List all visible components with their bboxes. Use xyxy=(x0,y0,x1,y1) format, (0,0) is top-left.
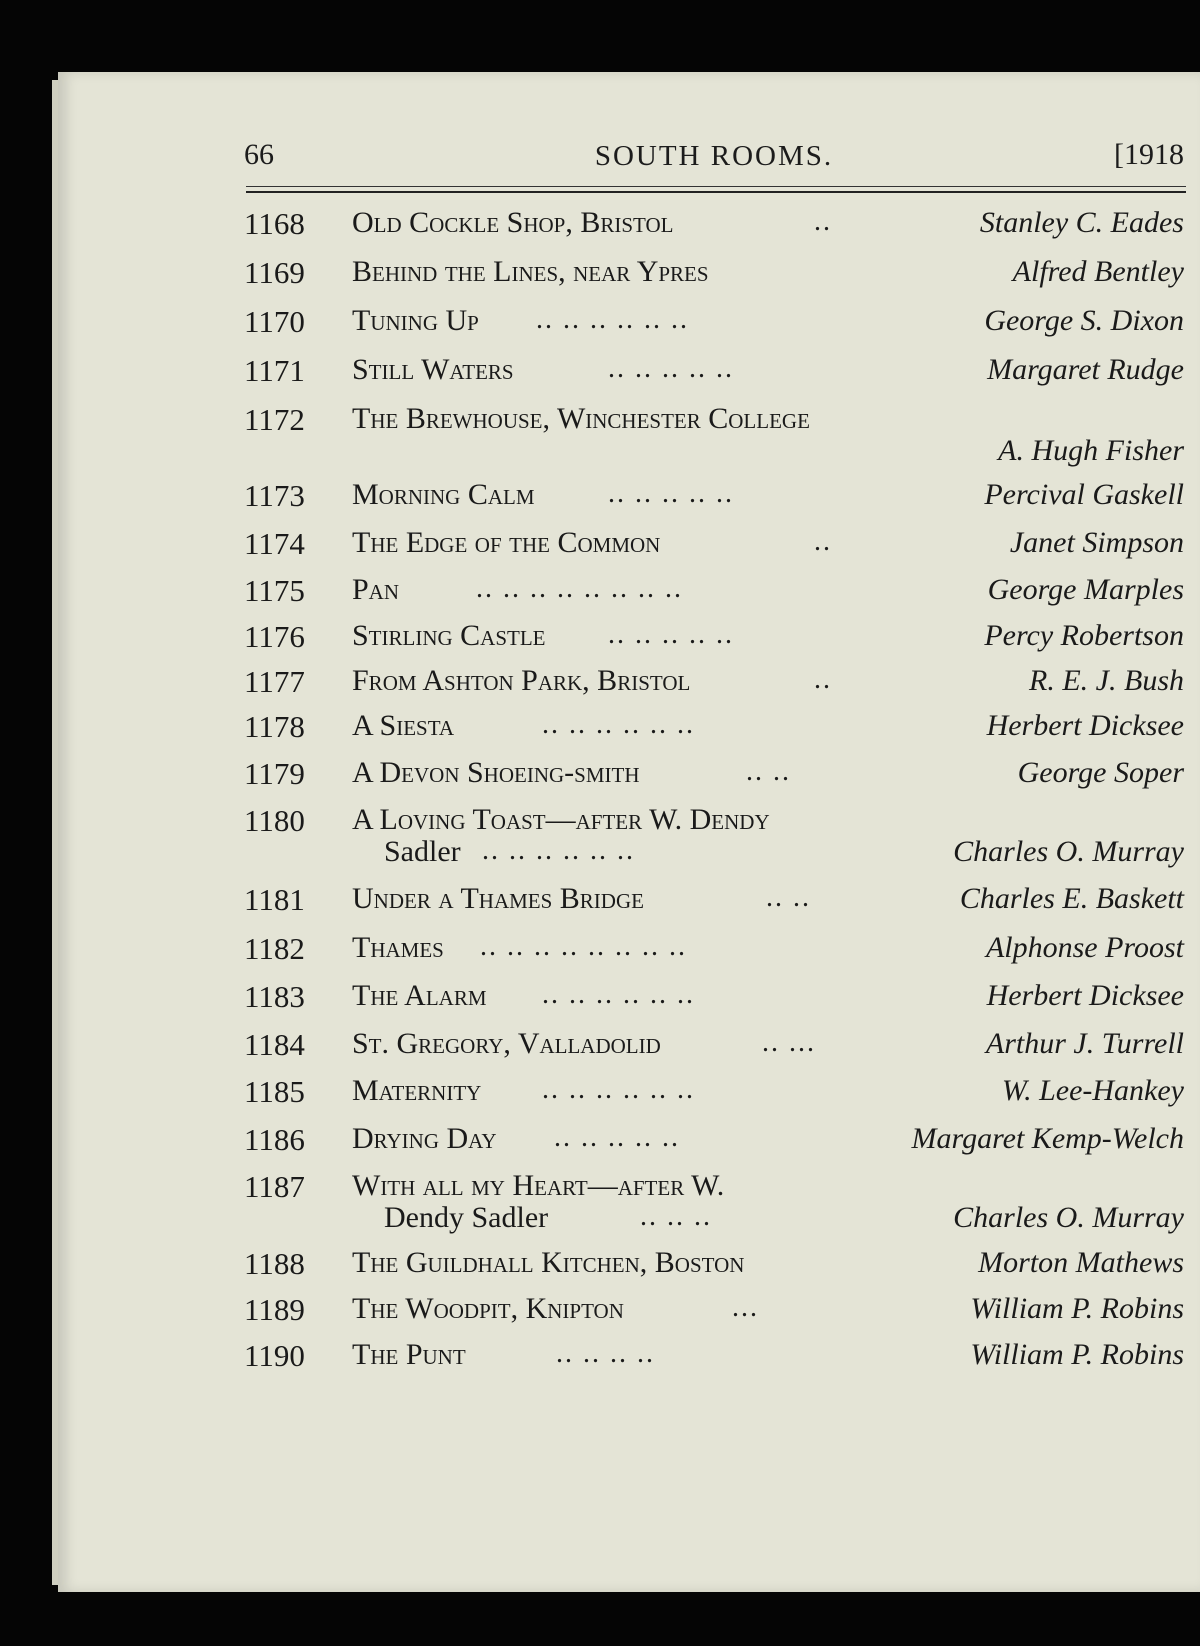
entry-title: St. Gregory, Valladolid xyxy=(352,1027,661,1060)
entry-title: The Guildhall Kitchen, Boston xyxy=(352,1246,745,1279)
entry-number: 1181 xyxy=(244,882,305,917)
entry-number: 1184 xyxy=(244,1027,305,1062)
leader-dots: .. xyxy=(814,206,832,237)
entry-title: The Alarm xyxy=(352,979,487,1012)
entry-number: 1175 xyxy=(244,573,305,608)
entry-artist: George S. Dixon xyxy=(984,304,1184,337)
entry-number: 1183 xyxy=(244,979,305,1014)
leader-dots: .. .. .. .. .. .. xyxy=(542,979,695,1010)
leader-dots: .. .. .. .. .. .. xyxy=(536,304,689,335)
entry-artist: Morton Mathews xyxy=(978,1246,1184,1279)
entry-number: 1189 xyxy=(244,1292,305,1327)
entry-title: Still Waters xyxy=(352,353,514,386)
leader-dots: .. .. .. .. .. xyxy=(608,353,734,384)
entry-artist: Herbert Dicksee xyxy=(986,979,1184,1012)
leader-dots: .. .. .. .. .. xyxy=(554,1122,680,1153)
entry-artist: Alfred Bentley xyxy=(1012,255,1184,288)
entry-title: A Devon Shoeing-smith xyxy=(352,756,640,789)
page-header xyxy=(244,138,1184,182)
leader-dots: .. .. .. .. .. .. xyxy=(482,835,635,866)
entry-number: 1186 xyxy=(244,1122,305,1157)
entry-artist: Charles E. Baskett xyxy=(959,882,1184,915)
entry-title: Tuning Up xyxy=(352,304,479,337)
entry-number: 1168 xyxy=(244,206,305,241)
leader-dots: .. xyxy=(814,526,832,557)
entry-title: With all my Heart—after W. xyxy=(352,1169,725,1202)
entry-artist: R. E. J. Bush xyxy=(1029,664,1184,697)
entry-number: 1187 xyxy=(244,1169,305,1204)
header-rule xyxy=(246,186,1186,193)
leader-dots: .. .. .. xyxy=(640,1201,712,1232)
entry-number: 1185 xyxy=(244,1074,305,1109)
entry-number: 1173 xyxy=(244,478,305,513)
entry-artist: William P. Robins xyxy=(970,1292,1184,1325)
year-label: [1918 xyxy=(1114,138,1184,171)
entry-number: 1190 xyxy=(244,1338,305,1373)
entry-artist: George Marples xyxy=(987,573,1184,606)
entry-title: Behind the Lines, near Ypres xyxy=(352,255,709,288)
entry-artist: Janet Simpson xyxy=(1009,526,1184,559)
entry-artist: Percival Gaskell xyxy=(984,478,1184,511)
entry-title-continued: Dendy Sadler xyxy=(384,1201,549,1234)
entry-number: 1171 xyxy=(244,353,305,388)
entry-title: Morning Calm xyxy=(352,478,535,511)
leader-dots: .. .. .. .. xyxy=(556,1338,655,1369)
entry-title: The Woodpit, Knipton xyxy=(352,1292,624,1325)
entry-number: 1170 xyxy=(244,304,305,339)
leader-dots: .. .. xyxy=(746,756,791,787)
leader-dots: .. .. .. .. .. .. xyxy=(542,1074,695,1105)
entry-title: A Loving Toast—after W. Dendy xyxy=(352,803,770,836)
entry-title: The Brewhouse, Winchester College xyxy=(352,402,810,435)
entry-title: Under a Thames Bridge xyxy=(352,882,644,915)
entry-artist: Margaret Rudge xyxy=(987,353,1184,386)
entry-number: 1178 xyxy=(244,709,305,744)
entry-artist: A. Hugh Fisher xyxy=(998,434,1184,467)
entry-title: Old Cockle Shop, Bristol xyxy=(352,206,674,239)
entry-number: 1169 xyxy=(244,255,305,290)
entry-number: 1182 xyxy=(244,931,305,966)
entry-title: Drying Day xyxy=(352,1122,497,1155)
entry-number: 1188 xyxy=(244,1246,305,1281)
entry-artist: Arthur J. Turrell xyxy=(985,1027,1184,1060)
entry-number: 1177 xyxy=(244,664,305,699)
entry-title: The Edge of the Common xyxy=(352,526,661,559)
page-title: SOUTH ROOMS. xyxy=(594,140,834,172)
leader-dots: .. .. .. .. .. .. xyxy=(542,709,695,740)
leader-dots: .. .. xyxy=(766,882,811,913)
leader-dots: .. .. .. .. .. xyxy=(608,619,734,650)
leader-dots: .. .. .. .. .. .. .. .. xyxy=(480,931,687,962)
entry-title: Pan xyxy=(352,573,400,606)
page-number: 66 xyxy=(244,138,274,171)
entry-artist: W. Lee-Hankey xyxy=(1001,1074,1184,1107)
leader-dots: ... xyxy=(732,1292,759,1323)
leader-dots: .. .. .. .. .. .. .. .. xyxy=(476,573,683,604)
entry-artist: Herbert Dicksee xyxy=(986,709,1184,742)
entry-artist: George Soper xyxy=(1017,756,1184,789)
entry-title-continued: Sadler xyxy=(384,835,461,868)
entry-title: The Punt xyxy=(352,1338,466,1371)
entry-title: From Ashton Park, Bristol xyxy=(352,664,691,697)
entry-artist: Charles O. Murray xyxy=(953,1201,1184,1234)
entry-number: 1179 xyxy=(244,756,305,791)
entry-artist: Alphonse Proost xyxy=(985,931,1184,964)
entry-number: 1176 xyxy=(244,619,305,654)
entry-artist: Margaret Kemp-Welch xyxy=(911,1122,1184,1155)
leader-dots: .. ... xyxy=(762,1027,816,1058)
entry-title: A Siesta xyxy=(352,709,455,742)
leader-dots: .. xyxy=(814,664,832,695)
entry-number: 1174 xyxy=(244,526,305,561)
leader-dots: .. .. .. .. .. xyxy=(608,478,734,509)
entry-artist: Charles O. Murray xyxy=(953,835,1184,868)
entry-title: Maternity xyxy=(352,1074,482,1107)
entry-title: Thames xyxy=(352,931,444,964)
entry-artist: Percy Robertson xyxy=(984,619,1184,652)
entry-artist: William P. Robins xyxy=(970,1338,1184,1371)
entry-title: Stirling Castle xyxy=(352,619,546,652)
entry-number: 1180 xyxy=(244,803,305,838)
entry-artist: Stanley C. Eades xyxy=(979,206,1184,239)
entry-number: 1172 xyxy=(244,402,305,437)
